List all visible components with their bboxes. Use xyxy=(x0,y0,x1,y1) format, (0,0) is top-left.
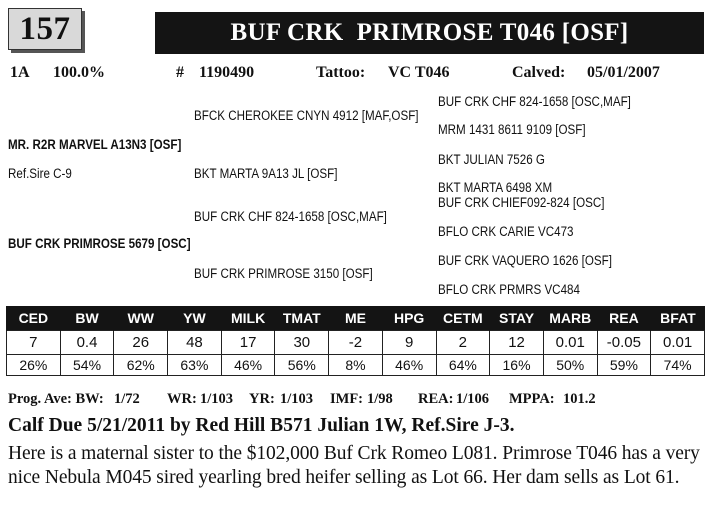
epd-value: 17 xyxy=(221,331,275,355)
progeny-yr-value: 1/103 xyxy=(280,391,314,407)
epd-header: HPG xyxy=(382,306,436,331)
epd-percentile: 46% xyxy=(221,355,275,376)
epd-value: -0.05 xyxy=(597,331,651,355)
epd-value: 0.4 xyxy=(60,331,114,355)
epd-value: 0.01 xyxy=(651,331,705,355)
progeny-wr-label: WR: xyxy=(167,391,197,407)
epd-header: BW xyxy=(60,306,114,331)
epd-header: REA xyxy=(597,306,651,331)
epd-percentile: 74% xyxy=(651,355,705,376)
epd-percentile: 59% xyxy=(597,355,651,376)
epd-header: BFAT xyxy=(651,306,705,331)
pedigree-dd-sire: BUF CRK VAQUERO 1626 [OSF] xyxy=(438,253,612,268)
progeny-rea-label: REA: xyxy=(418,391,454,407)
epd-header: CETM xyxy=(436,306,490,331)
epd-header: WW xyxy=(114,306,168,331)
pedigree-dam-dam: BUF CRK PRIMROSE 3150 [OSF] xyxy=(194,266,373,281)
epd-percentile: 46% xyxy=(382,355,436,376)
progeny-imf-value: 1/98 xyxy=(367,391,393,407)
animal-title: BUF CRK PRIMROSE T046 [OSF] xyxy=(155,12,704,54)
progeny-yr-label: YR: xyxy=(249,391,275,407)
progeny-bw-label: Prog. Ave: BW: xyxy=(8,391,104,407)
epd-header-row xyxy=(7,306,705,331)
epd-value-row xyxy=(7,331,705,355)
progeny-rea-value: 1/106 xyxy=(456,391,490,407)
pedigree-ref-sire: Ref.Sire C-9 xyxy=(8,166,72,181)
pedigree-sd-sire: BKT JULIAN 7526 G xyxy=(438,152,545,167)
calf-due-headline: Calf Due 5/21/2011 by Red Hill B571 Julian 1W, Ref.Sire J-3. xyxy=(8,415,515,436)
pedigree-sire-sire: BFCK CHEROKEE CNYN 4912 [MAF,OSF] xyxy=(194,108,419,123)
epd-value: 0.01 xyxy=(543,331,597,355)
epd-value: 26 xyxy=(114,331,168,355)
registration-class: 1A xyxy=(10,64,30,81)
calved-date: 05/01/2007 xyxy=(587,64,660,81)
pedigree-sire: MR. R2R MARVEL A13N3 [OSF] xyxy=(8,137,182,152)
pedigree-dam-sire: BUF CRK CHF 824-1658 [OSC,MAF] xyxy=(194,209,387,224)
epd-percentile: 63% xyxy=(168,355,222,376)
epd-header: MARB xyxy=(543,306,597,331)
progeny-bw-value: 1/72 xyxy=(114,391,140,407)
pedigree-ss-dam: MRM 1431 8611 9109 [OSF] xyxy=(438,122,586,137)
pedigree-ss-sire: BUF CRK CHF 824-1658 [OSC,MAF] xyxy=(438,94,631,109)
epd-percentile: 54% xyxy=(60,355,114,376)
epd-percentile: 8% xyxy=(329,355,383,376)
epd-value: 48 xyxy=(168,331,222,355)
epd-value: 7 xyxy=(7,331,61,355)
epd-value: -2 xyxy=(329,331,383,355)
pedigree-dam: BUF CRK PRIMROSE 5679 [OSC] xyxy=(8,236,191,251)
pedigree-dd-dam: BFLO CRK PRMRS VC484 xyxy=(438,282,580,297)
pedigree-ds-dam: BFLO CRK CARIE VC473 xyxy=(438,224,574,239)
pedigree-ds-sire: BUF CRK CHIEF092-824 [OSC] xyxy=(438,195,605,210)
epd-percentile: 56% xyxy=(275,355,329,376)
breed-percent: 100.0% xyxy=(53,64,105,81)
progeny-mppa-label: MPPA: xyxy=(509,391,555,407)
epd-header: STAY xyxy=(490,306,544,331)
tattoo-label: Tattoo: xyxy=(316,64,366,81)
epd-value: 30 xyxy=(275,331,329,355)
registration-number: 1190490 xyxy=(199,64,255,81)
epd-header: TMAT xyxy=(275,306,329,331)
epd-value: 12 xyxy=(490,331,544,355)
epd-percentile: 16% xyxy=(490,355,544,376)
progeny-wr-value: 1/103 xyxy=(200,391,234,407)
tattoo-value: VC T046 xyxy=(388,64,450,81)
epd-header: MILK xyxy=(221,306,275,331)
epd-header: CED xyxy=(7,306,61,331)
epd-percentile: 64% xyxy=(436,355,490,376)
epd-table xyxy=(6,306,705,376)
lot-number: 157 xyxy=(8,8,82,50)
epd-percentile: 62% xyxy=(114,355,168,376)
epd-percentile: 50% xyxy=(543,355,597,376)
epd-percentile-row xyxy=(7,355,705,376)
epd-value: 2 xyxy=(436,331,490,355)
epd-header: YW xyxy=(168,306,222,331)
progeny-mppa-value: 101.2 xyxy=(563,391,596,407)
registration-label: # xyxy=(176,64,184,81)
lot-description: Here is a maternal sister to the $102,000 Buf Crk Romeo L081. Primrose T046 has a very nice Nebula M045 sired yearling bred heifer selling as Lot 66. Her dam sells as Lot 61. xyxy=(8,443,700,488)
pedigree-sd-dam: BKT MARTA 6498 XM xyxy=(438,180,553,195)
epd-value: 9 xyxy=(382,331,436,355)
pedigree-sire-dam: BKT MARTA 9A13 JL [OSF] xyxy=(194,166,338,181)
epd-header: ME xyxy=(329,306,383,331)
calved-label: Calved: xyxy=(512,64,566,81)
progeny-imf-label: IMF: xyxy=(330,391,364,407)
epd-percentile: 26% xyxy=(7,355,61,376)
